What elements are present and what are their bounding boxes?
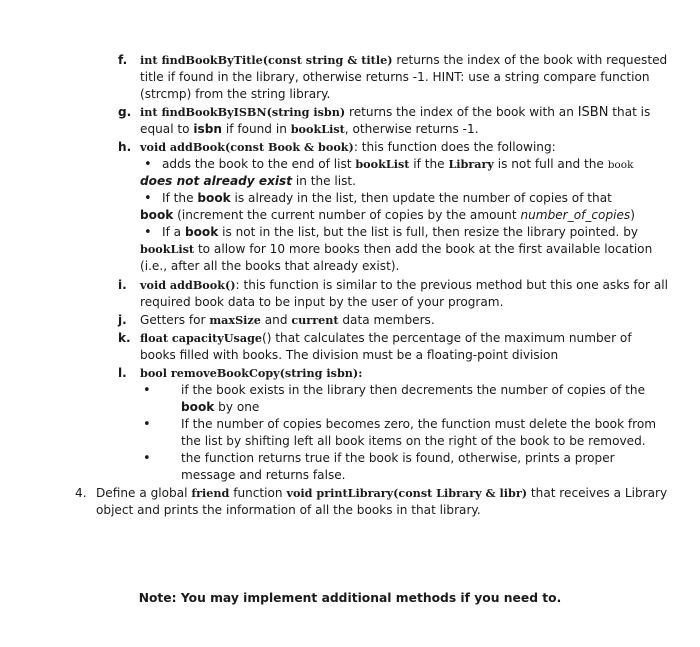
item-h-b1-library: Library [448, 157, 494, 171]
item-h-text-1: : this function does the following: [353, 140, 556, 154]
item-i-line-2: required book data to be input by the user of your program. [140, 295, 504, 309]
item-j-label: j. [118, 313, 127, 327]
item-l-b1-line-2 [181, 399, 259, 416]
item-h-b3-line-3: (i.e., after all the books that already exist). [140, 259, 400, 273]
item-k-paren: () [262, 331, 272, 345]
item-h-signature: void addBook(const Book & book) [140, 140, 354, 154]
item-l-bullet-2: • [143, 417, 151, 432]
item-g-text-2c: , otherwise returns -1. [344, 122, 479, 136]
item-h-b3-line-2 [140, 241, 652, 258]
item-j-and: and [260, 313, 292, 327]
item-h-b3-book: book [184, 225, 219, 239]
item-l-bullet-1: • [143, 383, 151, 398]
item-h-b3-b: is not in the list, but the list is full, then resize the library pointed. by [218, 225, 639, 239]
item-h-bullet-3: • [144, 225, 152, 240]
item-g-text-2b: if found in [222, 122, 291, 136]
item-h-b3-a: If a [162, 225, 185, 239]
item-f-line-1 [140, 52, 667, 69]
item-h-b1-rest: in the list. [292, 174, 357, 188]
item-h-bullet-2: • [144, 191, 152, 206]
item-l-bullet-3: • [143, 451, 151, 466]
item-l-b3-line-2: message and returns false. [181, 468, 346, 482]
item-i-line-1 [140, 277, 668, 294]
item-h-b2-a: If the [162, 191, 198, 205]
item-f-label: f. [118, 53, 128, 67]
item-j-text-2: data members. [338, 313, 435, 327]
item-g-text-2a: equal to [140, 122, 194, 136]
item-f-text-1: returns the index of the book with requested [392, 53, 668, 67]
item-h-b1-a: adds the book to the end of list [162, 157, 356, 171]
item-g-isbn: isbn [193, 122, 223, 136]
item-k-label: k. [118, 331, 131, 345]
item-k-text-1: that calculates the percentage of the maximum number of [271, 331, 632, 345]
item-i-signature: void addBook() [140, 278, 236, 292]
item-h-b3-c: to allow for 10 more books then add the book at the first available location [194, 242, 653, 256]
item-h-bullet-1: • [144, 157, 152, 172]
item-h-b2-line-2 [140, 207, 635, 224]
item-f-line-2: title if found in the library, otherwise returns -1. HINT: use a string compare function [140, 70, 650, 84]
item-4-signature: void printLibrary(const Library & libr) [286, 486, 528, 500]
item-l-b2-line-2: the list by shifting left all book items on the right of the book to be removed. [181, 434, 646, 448]
item-h-b2-book: book [197, 191, 231, 205]
item-h-b3-booklist: bookList [140, 242, 195, 256]
item-g-text-1: returns the index of the book with an [345, 105, 578, 119]
item-h-b1-italic: does not already exist [140, 174, 292, 188]
item-4-label: 4. [75, 486, 87, 500]
item-h-b1-b: if the [409, 157, 449, 171]
item-h-label: h. [118, 140, 132, 154]
item-h-b1-book: book [607, 159, 634, 171]
item-h-b2-amount: number_of_copies [520, 208, 631, 222]
item-f-line-3: (strcmp) from the string library. [140, 87, 331, 101]
item-4-text-1c: that receives a Library [527, 486, 668, 500]
item-k-line-1 [140, 330, 632, 347]
item-l-b1-line-1: if the book exists in the library then decrements the number of copies of the [181, 383, 646, 397]
item-4-line-1 [96, 485, 667, 502]
item-h-b1-line-2 [140, 173, 356, 190]
item-l-b2-line-1: If the number of copies becomes zero, the function must delete the book from [181, 417, 657, 431]
item-h-line-1 [140, 139, 556, 156]
item-g-isbn-upper: ISBN [577, 105, 609, 120]
item-h-b3-line-1 [162, 224, 638, 241]
item-g-line-2 [140, 121, 479, 138]
item-4-text-1: Define a global [96, 486, 192, 500]
item-l-signature: bool removeBookCopy(string isbn): [140, 366, 363, 380]
item-l-line-1 [140, 365, 362, 382]
item-g-booklist: bookList [290, 122, 345, 136]
item-j-line-1 [140, 312, 435, 329]
item-h-b2-d: ) [630, 208, 635, 222]
item-g-text-1b: that is [608, 105, 651, 119]
item-h-b2-book2: book [140, 208, 174, 222]
item-h-b2-b: is already in the list, then update the number of copies of that [230, 191, 612, 205]
item-j-text-1: for [185, 313, 210, 327]
item-g-signature: int findBookByISBN(string isbn) [140, 105, 346, 119]
item-k-signature: float capacityUsage [140, 331, 263, 345]
item-4-line-2: object and prints the information of all the books in that library. [96, 503, 481, 517]
footer-note: Note: You may implement additional methods if you need to. [138, 591, 562, 605]
item-h-b1-line-1 [162, 156, 633, 174]
item-j-current: current [291, 313, 339, 327]
item-g-label: g. [118, 105, 132, 119]
item-f-signature: int findBookByTitle(const string & title) [140, 53, 393, 67]
item-i-label: i. [118, 278, 127, 292]
item-k-line-2: books filled with books. The division must be a floating-point division [140, 348, 559, 362]
item-h-b2-c: (increment the current number of copies by the amount [173, 208, 521, 222]
item-l-b1-l2: by one [214, 400, 260, 414]
item-l-b1-book: book [181, 400, 215, 414]
item-h-b1-booklist: bookList [355, 157, 410, 171]
item-i-text-1: : this function is similar to the previous method but this one asks for all [235, 278, 668, 292]
item-h-b2-line-1 [162, 190, 612, 207]
item-l-b3-line-1: the function returns true if the book is found, otherwise, prints a proper [181, 451, 615, 465]
item-h-b1-c: is not full and the [493, 157, 608, 171]
item-j-getters: Getters [140, 313, 186, 327]
item-4-text-1b: function [229, 486, 287, 500]
item-l-label: l. [118, 366, 127, 380]
item-j-maxsize: maxSize [209, 313, 261, 327]
item-g-line-1 [140, 104, 650, 121]
item-4-friend: friend [191, 486, 230, 500]
